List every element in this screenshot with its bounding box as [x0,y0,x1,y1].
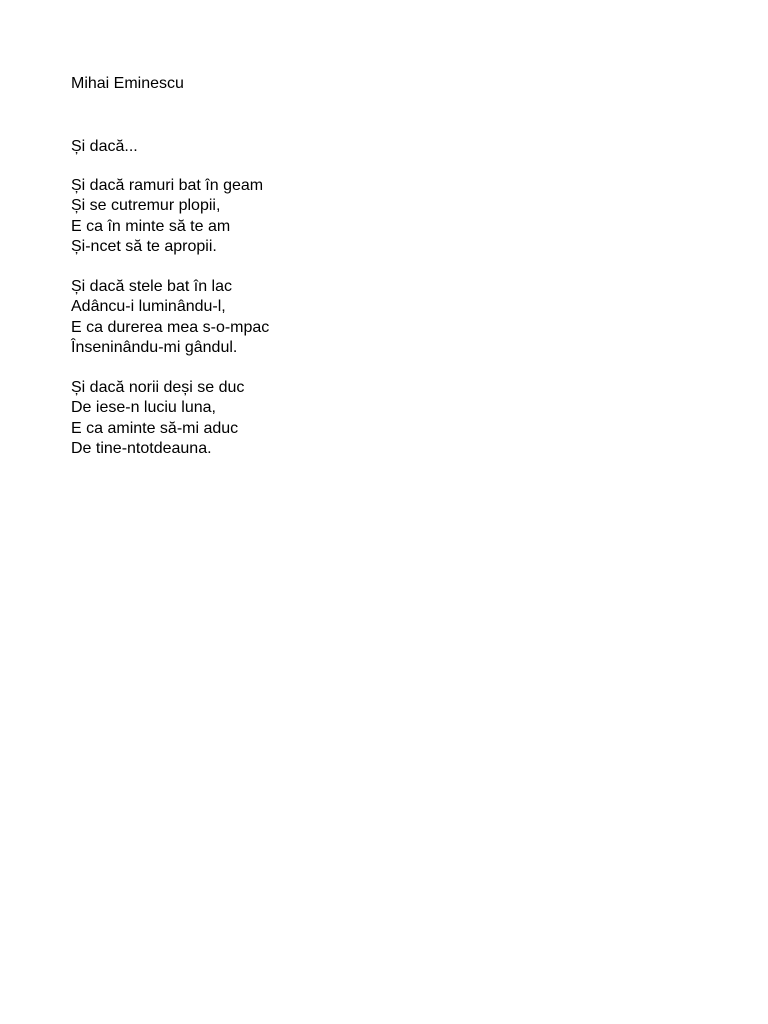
verse-line: Și dacă ramuri bat în geam [71,176,264,194]
verse-line: E ca aminte să-mi aduc [71,419,239,437]
verse-line: Adâncu-i luminându-l, [71,298,226,315]
poem-title: Și dacă... [71,138,138,155]
poem-content [71,74,711,460]
verse-line: Și dacă stele bat în lac [71,277,232,295]
verse-line: De tine-ntotdeauna. [71,440,212,457]
stanza-3 [71,378,711,460]
stanza-1 [71,176,711,258]
verse-line: Și se cutremur plopii, [71,197,221,214]
verse-line: Și dacă norii deși se duc [71,378,245,396]
verse-line: E ca în minte să te am [71,217,231,235]
stanza-2 [71,277,711,359]
verse-line: E ca durerea mea s-o-mpac [71,318,270,336]
verse-line: De iese-n luciu luna, [71,399,216,416]
verse-line: Și-ncet să te apropii. [71,238,217,255]
verse-line: Înseninându-mi gândul. [71,339,238,356]
author-name: Mihai Eminescu [71,75,184,92]
